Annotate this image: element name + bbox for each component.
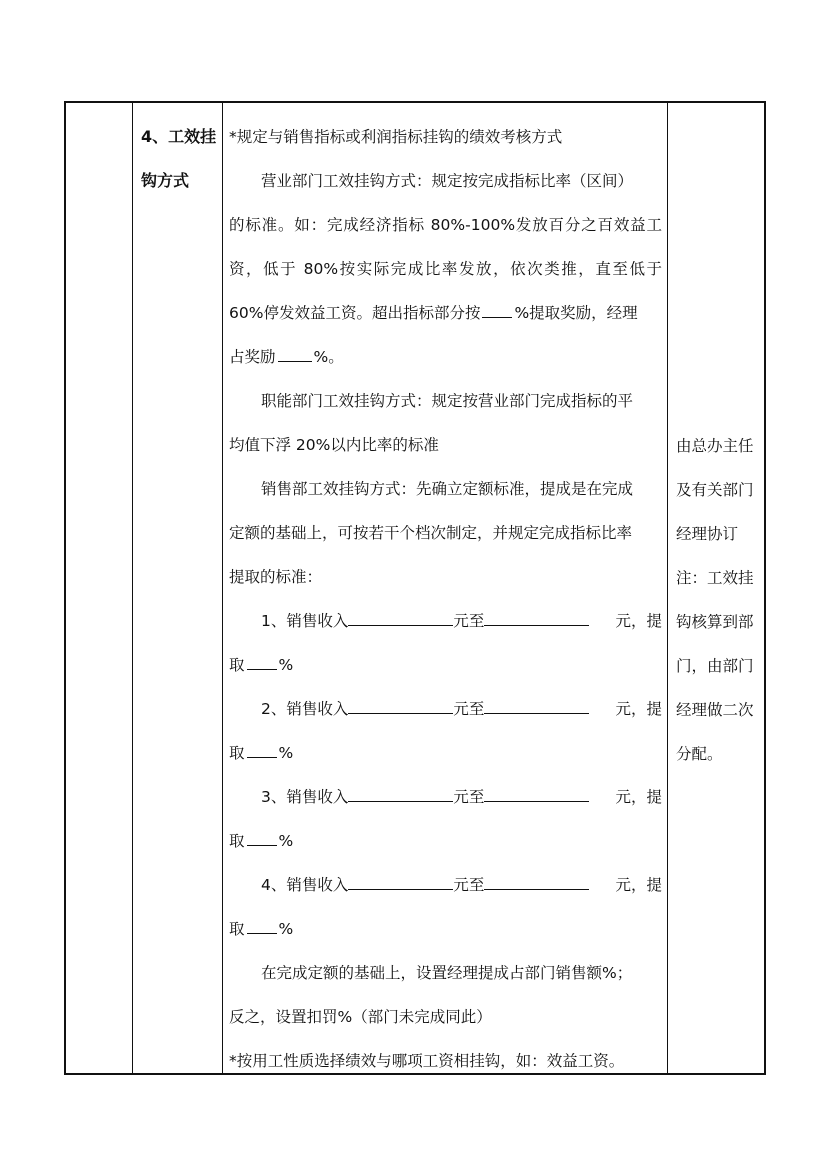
tier-pct-line [229, 819, 662, 863]
performance-table [64, 101, 766, 1075]
fill-blank[interactable] [247, 917, 277, 934]
tier-pct-line [229, 731, 662, 775]
row-label [141, 115, 216, 203]
intro-text: *规定与销售指标或利润指标挂钩的绩效考核方式 [229, 128, 563, 146]
fill-blank[interactable] [247, 829, 277, 846]
fill-blank[interactable] [348, 697, 453, 714]
remark-line: 注：工效挂 [676, 569, 754, 587]
business-line: 营业部门工效挂钩方式：规定按完成指标比率（区间） [261, 172, 634, 190]
business-line [229, 335, 662, 379]
business-line: 资，低于 80%按实际完成比率发放，依次类推，直至低于 [229, 260, 662, 278]
fill-blank[interactable] [278, 345, 312, 362]
text: 取 [229, 920, 245, 938]
tier-label: 4、销售收入 [261, 876, 349, 894]
column-divider [132, 103, 133, 1073]
tier-line [229, 687, 662, 731]
row-label-line: 4、工效挂 [141, 127, 217, 146]
remark-line: 分配。 [676, 745, 723, 763]
remark-line: 由总办主任 [676, 437, 754, 455]
business-line [229, 291, 662, 335]
fill-blank[interactable] [484, 609, 589, 626]
tier-line [229, 863, 662, 907]
tier-label: 3、销售收入 [261, 788, 349, 806]
text: 元至 [453, 612, 485, 630]
text: 元至 [453, 876, 485, 894]
tier-pct-line [229, 643, 662, 687]
fill-blank[interactable] [247, 653, 277, 670]
business-line: 的标准。如：完成经济指标 80%-100%发放百分之百效益工 [229, 216, 662, 234]
fill-blank[interactable] [348, 873, 453, 890]
sales-line: 定额的基础上，可按若干个档次制定，并规定完成指标比率 [229, 524, 633, 542]
text: %提取奖励，经理 [514, 304, 638, 322]
remark-line: 钩核算到部 [676, 613, 754, 631]
row-label-line: 钩方式 [141, 171, 190, 190]
content-cell [229, 115, 662, 1083]
fill-blank[interactable] [348, 785, 453, 802]
text: 元，提 [615, 788, 662, 806]
fill-blank[interactable] [484, 873, 589, 890]
tier-pct-line [229, 907, 662, 951]
text: 元，提 [615, 700, 662, 718]
functional-line: 均值下浮 20%以内比率的标准 [229, 436, 439, 454]
text: 取 [229, 832, 245, 850]
column-divider [222, 103, 223, 1073]
fill-blank[interactable] [348, 609, 453, 626]
sales-line: 提取的标准： [229, 568, 323, 586]
text: % [278, 656, 294, 674]
fill-blank[interactable] [484, 785, 589, 802]
tier-label: 1、销售收入 [261, 612, 349, 630]
text: 取 [229, 744, 245, 762]
text: 占奖励 [229, 348, 276, 366]
text: % [278, 920, 294, 938]
remark-line: 经理做二次 [676, 701, 754, 719]
text: 60%停发效益工资。超出指标部分按 [229, 304, 481, 322]
text: %。 [313, 348, 344, 366]
text: 元至 [453, 700, 485, 718]
text: 元，提 [615, 612, 662, 630]
fill-blank[interactable] [484, 697, 589, 714]
remark-line: 门，由部门 [676, 657, 754, 675]
manager-line: 在完成定额的基础上，设置经理提成占部门销售额%； [261, 964, 633, 982]
closing-text: *按用工性质选择绩效与哪项工资相挂钩，如：效益工资。 [229, 1052, 625, 1070]
functional-line: 职能部门工效挂钩方式：规定按营业部门完成指标的平 [261, 392, 634, 410]
manager-line: 反之，设置扣罚%（部门未完成同此） [229, 1008, 492, 1026]
tier-line [229, 775, 662, 819]
sales-line: 销售部工效挂钩方式：先确立定额标准，提成是在完成 [261, 480, 634, 498]
remarks-cell [676, 424, 766, 776]
text: 元至 [453, 788, 485, 806]
text: % [278, 832, 294, 850]
remark-line: 经理协订 [676, 525, 739, 543]
fill-blank[interactable] [247, 741, 277, 758]
tier-line [229, 599, 662, 643]
text: 元，提 [615, 876, 662, 894]
remark-line: 及有关部门 [676, 481, 754, 499]
column-divider [667, 103, 668, 1073]
tier-label: 2、销售收入 [261, 700, 349, 718]
text: 取 [229, 656, 245, 674]
fill-blank[interactable] [482, 301, 512, 318]
text: % [278, 744, 294, 762]
